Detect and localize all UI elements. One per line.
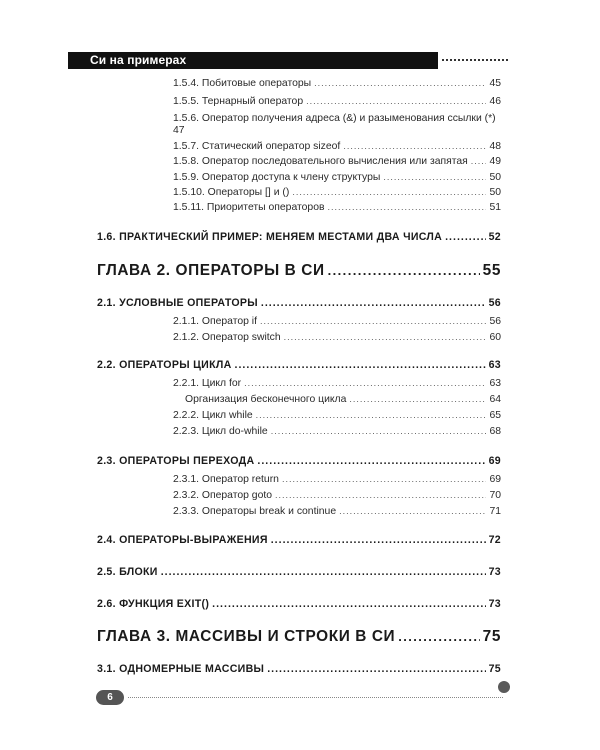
- leader-dots: [271, 534, 486, 546]
- leader-dots: [328, 263, 480, 278]
- toc-entry-page: 49: [489, 156, 501, 167]
- toc-chapter-page: 75: [482, 628, 501, 645]
- toc-entry-label: 2.2.3. Цикл do-while: [173, 426, 268, 437]
- toc-entry-1-5-6[interactable]: 1.5.6. Оператор получения адреса (&) и разыменования ссылки (*) 47: [173, 113, 496, 136]
- toc-entry-page: 71: [489, 506, 501, 517]
- toc-entry-label: 1.5.11. Приоритеты операторов: [173, 202, 325, 213]
- toc-entry-1-5-9[interactable]: [173, 172, 501, 183]
- toc-entry-page: 51: [489, 202, 501, 213]
- leader-dots: [271, 426, 487, 436]
- toc-entry-1-5-11[interactable]: [173, 202, 501, 213]
- toc-entry-1-5-7[interactable]: [173, 141, 501, 152]
- toc-entry-label: 1.5.10. Операторы [] и (): [173, 187, 290, 198]
- toc-section-page: 75: [488, 663, 501, 675]
- toc-entry-label: 2.2.1. Цикл for: [173, 378, 242, 389]
- page-number-badge: 6: [96, 690, 124, 705]
- toc-entry-page: 56: [489, 316, 501, 327]
- leader-dots: [212, 598, 485, 610]
- leader-dots: [261, 297, 486, 309]
- running-header-title: Си на примерах: [90, 53, 187, 67]
- toc-entry-2-3-3[interactable]: [173, 506, 501, 517]
- leader-dots: [235, 359, 486, 371]
- toc-section-label: 3.1. ОДНОМЕРНЫЕ МАССИВЫ: [97, 663, 265, 675]
- toc-section-label: 2.6. ФУНКЦИЯ EXIT(): [97, 598, 210, 610]
- toc-entry-2-1-1[interactable]: [173, 316, 501, 327]
- toc-entry-page: 45: [489, 78, 501, 89]
- leader-dots: [260, 316, 486, 326]
- toc-chapter-2[interactable]: [97, 262, 501, 280]
- leader-dots: [256, 410, 487, 420]
- leader-dots: [349, 394, 486, 404]
- toc-section-2-6[interactable]: [97, 598, 501, 610]
- toc-entry-label: 2.3.2. Оператор goto: [173, 490, 273, 501]
- toc-section-label: 2.5. БЛОКИ: [97, 566, 158, 578]
- toc-entry-page: 48: [489, 141, 501, 152]
- toc-section-label: 2.4. ОПЕРАТОРЫ-ВЫРАЖЕНИЯ: [97, 534, 268, 546]
- toc-section-2-2[interactable]: [97, 359, 501, 371]
- toc-entry-label: 1.5.7. Статический оператор sizeof: [173, 141, 341, 152]
- toc-entry-page: 65: [489, 410, 501, 421]
- toc-chapter-label: ГЛАВА 2. ОПЕРАТОРЫ В СИ: [97, 262, 325, 279]
- toc-entry-infinite-loop[interactable]: [185, 394, 501, 405]
- toc-entry-label: 1.5.8. Оператор последовательного вычисления или запятая: [173, 156, 468, 167]
- toc-entry-label: 2.1.2. Оператор switch: [173, 332, 281, 343]
- leader-dots: [328, 202, 487, 212]
- toc-section-3-1[interactable]: [97, 663, 501, 675]
- leader-dots: [267, 663, 485, 675]
- toc-section-page: 72: [488, 534, 501, 546]
- toc-section-page: 69: [488, 455, 501, 467]
- toc-chapter-page: 55: [482, 262, 501, 279]
- leader-dots: [284, 332, 487, 342]
- leader-dots: [306, 96, 486, 106]
- toc-section-2-4[interactable]: [97, 534, 501, 546]
- toc-entry-page: 68: [489, 426, 501, 437]
- leader-dots: [244, 378, 486, 388]
- toc-entry-page: 70: [489, 490, 501, 501]
- leader-dots: [161, 566, 486, 578]
- toc-entry-label: 2.3.3. Операторы break и continue: [173, 506, 337, 517]
- toc-entry-page: 46: [489, 96, 501, 107]
- leader-dots: [314, 78, 486, 88]
- footer-dotted-rule: [128, 697, 503, 698]
- toc-chapter-3[interactable]: [97, 628, 501, 646]
- toc-entry-1-5-5[interactable]: [173, 96, 501, 107]
- leader-dots: [275, 490, 486, 500]
- leader-dots: [471, 156, 487, 166]
- toc-chapter-label: ГЛАВА 3. МАССИВЫ И СТРОКИ В СИ: [97, 628, 396, 645]
- toc-entry-2-2-3[interactable]: [173, 426, 501, 437]
- leader-dots: [445, 231, 486, 243]
- toc-entry-page: 63: [489, 378, 501, 389]
- toc-entry-label: 2.1.1. Оператор if: [173, 316, 257, 327]
- toc-entry-label: 1.5.4. Побитовые операторы: [173, 78, 312, 89]
- toc-entry-1-5-4[interactable]: [173, 78, 501, 89]
- toc-entry-2-1-2[interactable]: [173, 332, 501, 343]
- toc-entry-page: 60: [489, 332, 501, 343]
- toc-entry-page: 64: [489, 394, 501, 405]
- toc-entry-page: 69: [489, 474, 501, 485]
- toc-entry-1-5-10[interactable]: [173, 187, 501, 198]
- toc-entry-1-5-8[interactable]: [173, 156, 501, 167]
- toc-section-page: 73: [488, 598, 501, 610]
- toc-entry-label: 2.2.2. Цикл while: [173, 410, 253, 421]
- toc-entry-label: 1.5.5. Тернарный оператор: [173, 96, 304, 107]
- toc-section-2-1[interactable]: [97, 297, 501, 309]
- leader-dots: [398, 629, 479, 644]
- toc-entry-2-2-1[interactable]: [173, 378, 501, 389]
- toc-section-page: 56: [488, 297, 501, 309]
- toc-section-2-5[interactable]: [97, 566, 501, 578]
- toc-section-2-3[interactable]: [97, 455, 501, 467]
- leader-dots: [339, 506, 486, 516]
- toc-entry-2-3-1[interactable]: [173, 474, 501, 485]
- toc-entry-label: 2.3.1. Оператор return: [173, 474, 279, 485]
- toc-section-page: 73: [488, 566, 501, 578]
- toc-entry-2-3-2[interactable]: [173, 490, 501, 501]
- toc-section-page: 52: [488, 231, 501, 243]
- leader-dots: [292, 187, 486, 197]
- toc-section-label: 1.6. ПРАКТИЧЕСКИЙ ПРИМЕР: МЕНЯЕМ МЕСТАМИ ДВА ЧИСЛА: [97, 231, 443, 243]
- toc-section-label: 2.1. УСЛОВНЫЕ ОПЕРАТОРЫ: [97, 297, 258, 309]
- leader-dots: [282, 474, 487, 484]
- toc-entry-page: 50: [489, 172, 501, 183]
- footer-circle-marker: [498, 681, 510, 693]
- leader-dots: [343, 141, 486, 151]
- leader-dots: [257, 455, 485, 467]
- toc-entry-2-2-2[interactable]: [173, 410, 501, 421]
- leader-dots: [383, 172, 486, 182]
- toc-section-label: 2.3. ОПЕРАТОРЫ ПЕРЕХОДА: [97, 455, 255, 467]
- toc-entry-page: 50: [489, 187, 501, 198]
- toc-section-label: 2.2. ОПЕРАТОРЫ ЦИКЛА: [97, 359, 232, 371]
- toc-entry-label: Организация бесконечного цикла: [185, 394, 347, 405]
- toc-entry-label: 1.5.9. Оператор доступа к члену структуры: [173, 172, 381, 183]
- toc-section-1-6[interactable]: [97, 231, 501, 243]
- toc-section-page: 63: [488, 359, 501, 371]
